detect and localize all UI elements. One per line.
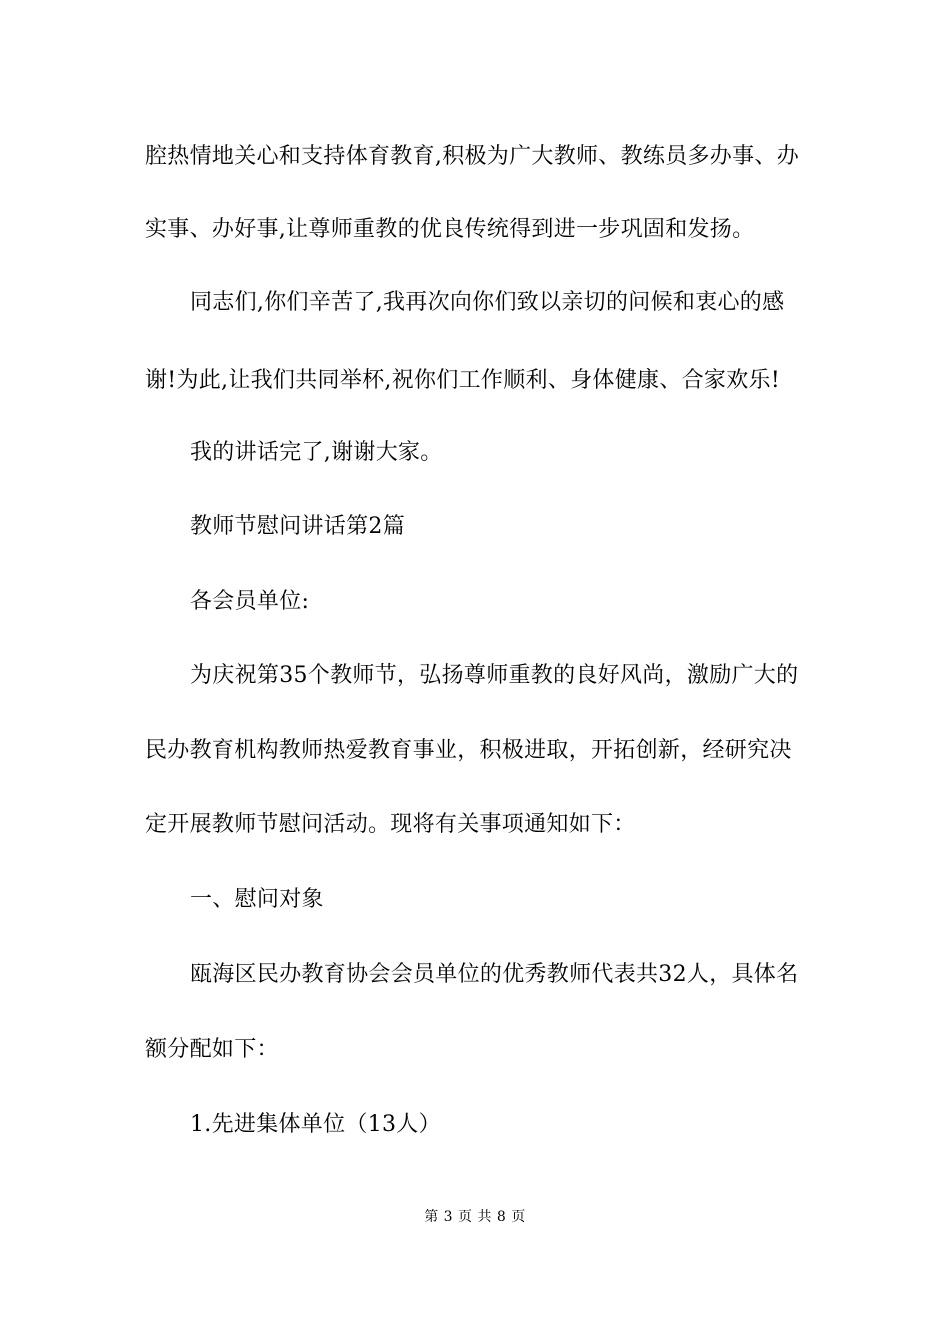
text-line: 腔热情地关心和支持体育教育,积极为广大教师、教练员多办事、办 (145, 144, 799, 169)
section-heading: 教师节慰问讲话第2篇 (190, 514, 405, 539)
subsection-heading: 一、慰问对象 (190, 887, 324, 912)
text-line: 为庆祝第35个教师节，弘扬尊师重教的良好风尚，激励广大的 (190, 663, 799, 688)
text-line: 定开展教师节慰问活动。现将有关事项通知如下： (145, 812, 636, 837)
text-line: 瓯海区民办教育协会会员单位的优秀教师代表共32人，具体名 (190, 962, 799, 987)
text-line: 谢!为此,让我们共同举杯,祝你们工作顺利、身体健康、合家欢乐! (145, 368, 780, 393)
text-line: 同志们,你们辛苦了,我再次向你们致以亲切的问候和衷心的感 (190, 290, 785, 315)
list-item: 1.先进集体单位（13人） (190, 1112, 441, 1137)
text-line: 额分配如下： (145, 1037, 279, 1062)
salutation: 各会员单位: (190, 589, 310, 614)
text-line: 民办教育机构教师热爱教育事业，积极进取，开拓创新，经研究决 (145, 738, 792, 763)
text-line: 实事、办好事,让尊师重教的优良传统得到进一步巩固和发扬。 (145, 217, 755, 242)
page-number: 第 3 页 共 8 页 (424, 1209, 526, 1225)
text-line: 我的讲话完了,谢谢大家。 (190, 440, 443, 465)
